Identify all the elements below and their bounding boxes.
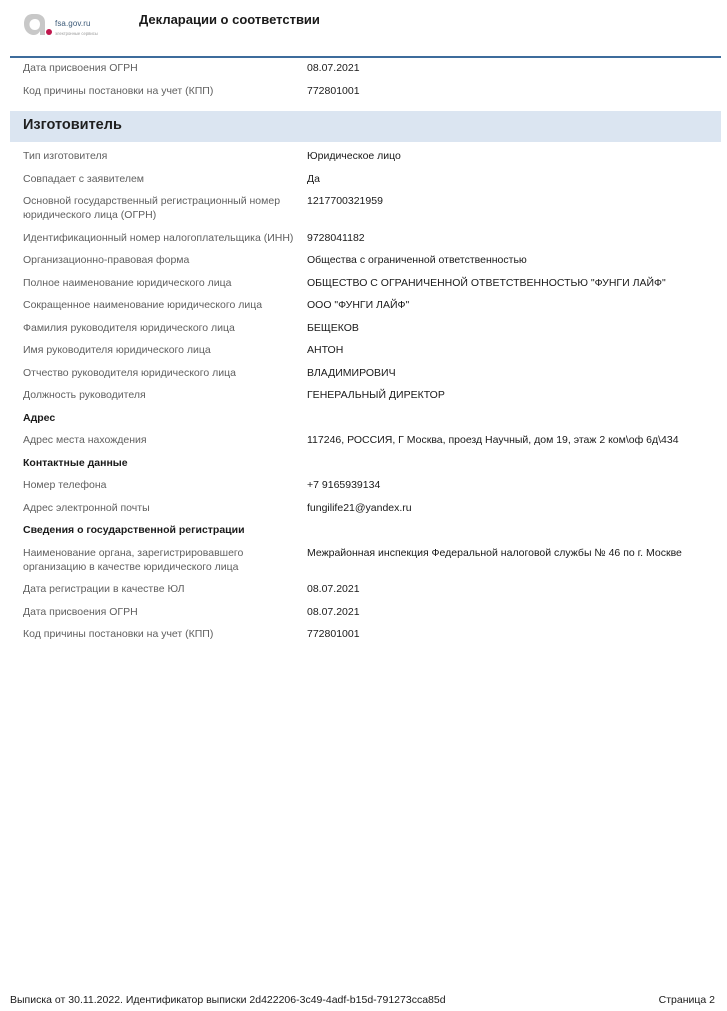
- subheading-contacts: Контактные данные: [23, 456, 128, 469]
- row-value: ВЛАДИМИРОВИЧ: [307, 366, 396, 379]
- manufacturer-row-legal-form: [10, 250, 721, 273]
- fsa-logo[interactable]: [22, 10, 122, 44]
- row-value: 772801001: [307, 628, 360, 640]
- logo-subtitle: электронные сервисы: [55, 31, 98, 36]
- row-label: Дата присвоения ОГРН: [23, 605, 138, 618]
- row-value: 1217700321959: [307, 195, 383, 207]
- row-label: Сокращенное наименование юридического лица: [23, 299, 263, 311]
- manufacturer-row-same-as-applicant: [10, 169, 721, 192]
- row-value: 08.07.2021: [307, 583, 360, 595]
- row-value: Межрайонная инспекция Федеральной налоговой службы № 46 по г. Москве: [307, 546, 682, 559]
- manufacturer-rows: [10, 146, 721, 408]
- row-label: Наименование органа, зарегистрировавшего организацию в качестве юридического лица: [23, 546, 244, 573]
- row-label: Дата присвоения ОГРН: [23, 62, 138, 74]
- row-label: Фамилия руководителя юридического лица: [23, 321, 235, 334]
- subheading-registration: Сведения о государственной регистрации: [23, 524, 245, 536]
- row-value: +7 9165939134: [307, 479, 381, 491]
- manufacturer-row-reg-date: [10, 579, 721, 602]
- extract-info: Выписка от 30.11.2022. Идентификатор выписки 2d422206-3c49-4adf-b15d-791273cca85d: [10, 994, 446, 1006]
- manufacturer-row-short-name: [10, 295, 721, 318]
- applicant-tail: [10, 58, 721, 103]
- row-label: Имя руководителя юридического лица: [23, 344, 211, 356]
- section-title: Изготовитель: [23, 117, 122, 133]
- row-value: Юридическое лицо: [307, 150, 401, 162]
- manufacturer-row-head-patronymic: [10, 363, 721, 386]
- row-value: 772801001: [307, 84, 360, 97]
- row-label: Полное наименование юридического лица: [23, 276, 232, 289]
- row-value: БЕЩЕКОВ: [307, 321, 359, 334]
- manufacturer-row-full-name: [10, 273, 721, 296]
- manufacturer-row-inn: [10, 228, 721, 251]
- manufacturer-row-ogrn: [10, 191, 721, 228]
- manufacturer-row-head-position: [10, 385, 721, 408]
- row-value: 08.07.2021: [307, 62, 360, 74]
- row-label: Номер телефона: [23, 479, 107, 491]
- page-number: Страница 2: [658, 994, 715, 1006]
- row-label: Совпадает с заявителем: [23, 172, 145, 185]
- manufacturer-row-type: [10, 146, 721, 169]
- manufacturer-row-ogrn-date: [10, 602, 721, 625]
- section-header-manufacturer: [10, 111, 721, 142]
- row-label: Дата регистрации в качестве ЮЛ: [23, 583, 185, 595]
- manufacturer-row-email: [10, 498, 721, 521]
- row-value: 08.07.2021: [307, 605, 360, 618]
- applicant-row-ogrn-date: [10, 58, 721, 81]
- logo-site-text: fsa.gov.ru: [55, 19, 91, 28]
- manufacturer-row-address: [10, 430, 721, 453]
- row-value: Общества с ограниченной ответственностью: [307, 254, 527, 266]
- row-value: 117246, РОССИЯ, Г Москва, проезд Научный, дом 19, этаж 2 ком\оф 6д\434: [307, 434, 679, 446]
- manufacturer-row-reg-authority: [10, 543, 721, 580]
- page-header: [0, 0, 727, 58]
- fsa-logo-icon: [22, 10, 52, 40]
- row-label: Код причины постановки на учет (КПП): [23, 84, 214, 97]
- row-label: Основной государственный регистрационный номер юридического лица (ОГРН): [23, 195, 281, 221]
- manufacturer-row-kpp: [10, 624, 721, 647]
- row-label: Должность руководителя: [23, 389, 146, 401]
- row-label: Идентификационный номер налогоплательщика (ИНН): [23, 231, 294, 244]
- document-body: [10, 58, 721, 647]
- row-label: Код причины постановки на учет (КПП): [23, 628, 214, 640]
- row-value: ГЕНЕРАЛЬНЫЙ ДИРЕКТОР: [307, 389, 445, 401]
- manufacturer-row-head-name: [10, 340, 721, 363]
- row-value: АНТОН: [307, 344, 344, 356]
- applicant-row-kpp: [10, 81, 721, 104]
- row-value: ООО "ФУНГИ ЛАЙФ": [307, 299, 410, 311]
- manufacturer-row-phone: [10, 475, 721, 498]
- row-value: 9728041182: [307, 231, 365, 244]
- row-label: Адрес места нахождения: [23, 434, 147, 446]
- row-label: Адрес электронной почты: [23, 501, 150, 514]
- row-label: Отчество руководителя юридического лица: [23, 366, 236, 379]
- row-label: Тип изготовителя: [23, 150, 108, 162]
- page-title: Декларации о соответствии: [139, 12, 320, 27]
- manufacturer-row-head-surname: [10, 318, 721, 341]
- subheading-address: Адрес: [23, 411, 56, 424]
- row-value: ОБЩЕСТВО С ОГРАНИЧЕННОЙ ОТВЕТСТВЕННОСТЬЮ "ФУНГИ ЛАЙФ": [307, 276, 666, 289]
- row-value: Да: [307, 172, 320, 185]
- row-value: fungilife21@yandex.ru: [307, 501, 412, 514]
- row-label: Организационно-правовая форма: [23, 254, 190, 266]
